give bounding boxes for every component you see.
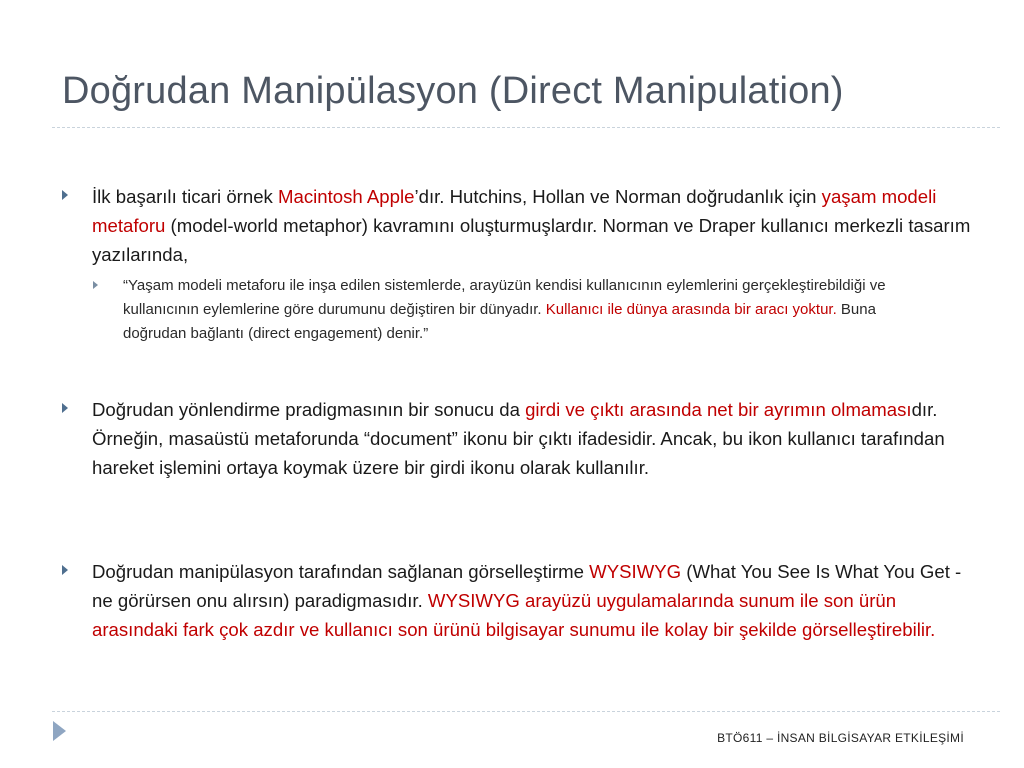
emphasis-text: Macintosh Apple — [278, 186, 415, 207]
text-segment: “Yaşam modeli metaforu ile inşa edilen sistemlerde, arayüzün kendisi kullanıcının eylemlerini gerçekleştirebildiği ve kullanıcının eylemlerine göre durumunu değiştiren bir dünyadır. — [123, 277, 886, 318]
text-segment: (What You See Is What You Get - ne görürsen onu alırsın) paradigmasıdır. — [92, 561, 962, 611]
emphasis-text: WYSIWYG — [589, 561, 682, 582]
bullet-text-2 — [92, 395, 972, 482]
slide-title: Doğrudan Manipülasyon (Direct Manipulation) — [62, 70, 844, 112]
play-arrow-icon[interactable] — [53, 721, 66, 741]
text-segment: Doğrudan manipülasyon tarafından sağlanan görselleştirme — [92, 561, 590, 582]
emphasis-text: WYSIWYG arayüzü uygulamalarında sunum ile son ürün arasındaki fark çok azdır ve kullanıcı son ürünü bilgisayar sunumu ile kolay bir şekilde görselleştirebilir. — [92, 590, 936, 640]
text-segment: dır. Örneğin, masaüstü metaforunda “document” ikonu bir çıktı ifadesidir. Ancak, bu ikon kullanıcı tarafından hareket işlemini ortaya koymak üzere bir girdi ikonu olarak kullanılır. — [92, 399, 945, 478]
text-segment: (model-world metaphor) kavramını oluşturmuşlardır. Norman ve Draper kullanıcı merkezli tasarım yazılarında, — [92, 215, 971, 265]
sub-bullet-item — [93, 274, 923, 346]
footer-divider — [52, 711, 1000, 712]
triangle-right-icon — [62, 190, 68, 200]
bullet-item-3 — [62, 557, 972, 644]
bullet-text-1 — [92, 182, 972, 269]
text-segment: ’dır. Hutchins, Hollan ve Norman doğrudanlık için — [414, 186, 822, 207]
title-divider — [52, 127, 1000, 128]
bullet-text-3 — [92, 557, 972, 644]
bullet-item-2 — [62, 395, 972, 482]
sub-bullet-text — [123, 274, 923, 346]
emphasis-text: yaşam modeli metaforu — [92, 186, 937, 236]
triangle-right-icon — [62, 565, 68, 575]
triangle-right-icon — [93, 281, 98, 289]
text-segment: Doğrudan yönlendirme pradigmasının bir sonucu da — [92, 399, 526, 420]
text-segment: Buna doğrudan bağlantı (direct engagement) denir.” — [123, 301, 876, 342]
footer-course-label: BTÖ611 – İNSAN BİLGİSAYAR ETKİLEŞİMİ — [717, 731, 964, 745]
text-segment: İlk başarılı ticari örnek — [92, 186, 279, 207]
bullet-item-1 — [62, 182, 972, 269]
triangle-right-icon — [62, 403, 68, 413]
emphasis-text: girdi ve çıktı arasında net bir ayrımın olmaması — [525, 399, 912, 420]
emphasis-text: Kullanıcı ile dünya arasında bir aracı yoktur. — [545, 301, 837, 318]
